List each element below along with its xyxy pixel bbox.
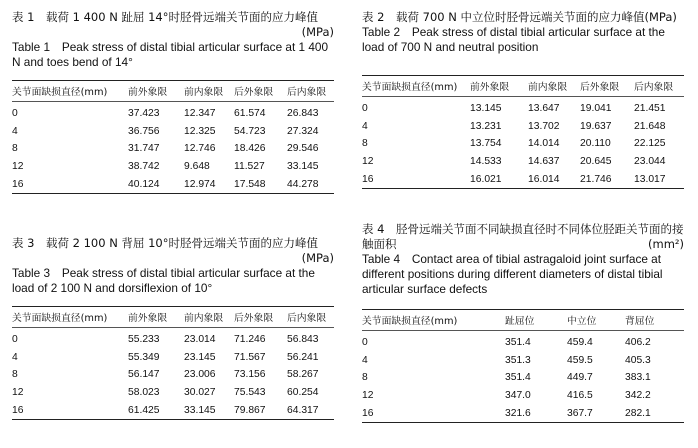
table-2 [362,75,684,189]
column-header: 前内象限 [528,82,568,93]
table-cell: 33.145 [287,161,319,173]
table-row [12,366,334,384]
table-row [362,135,684,153]
table-cell: 23.145 [184,351,216,363]
table-cell: 12 [362,390,374,402]
table-cell: 23.006 [184,369,216,381]
table-cell: 12.325 [184,125,216,137]
table-2-block [362,10,684,189]
table-row [362,404,684,422]
table-4-title-cn: 表 4 胫骨远端关节面不同缺损直径时不同体位胫距关节面的接触面积 [362,222,684,251]
table-cell: 12.746 [184,143,216,155]
table-cell: 21.648 [634,120,666,132]
table-cell: 14.014 [528,138,560,150]
column-header: 前外象限 [128,87,168,98]
table-cell: 405.3 [625,354,651,366]
table-cell: 12 [12,387,24,399]
table-row [362,331,684,352]
table-cell: 12 [12,161,24,173]
table-4 [362,309,684,423]
table-cell: 79.867 [234,404,266,416]
table-3 [12,306,334,420]
table-cell: 4 [362,354,368,366]
table-cell: 8 [12,369,18,381]
table-row [362,97,684,118]
column-header: 趾屈位 [505,316,535,327]
table-cell: 12 [362,156,374,168]
table-cell: 282.1 [625,407,651,419]
table-cell: 36.756 [128,125,160,137]
table-cell: 21.451 [634,103,666,115]
table-cell: 56.147 [128,369,160,381]
column-header: 中立位 [567,316,597,327]
table-row [362,352,684,370]
table-cell: 14.637 [528,156,560,168]
table-cell: 321.6 [505,407,531,419]
table-cell: 8 [362,372,368,384]
column-header: 关节面缺损直径(mm) [12,313,108,324]
table-1 [12,80,334,194]
table-cell: 17.548 [234,178,266,190]
table-cell: 13.017 [634,173,666,185]
column-header: 关节面缺损直径(mm) [362,82,458,93]
table-cell: 0 [12,108,18,120]
table-cell: 16 [362,407,374,419]
table-1-title-cn: 表 1 载荷 1 400 N 趾屈 14°时胫骨远端关节面的应力峰值 [12,10,318,24]
column-header: 关节面缺损直径(mm) [12,87,108,98]
table-cell: 14.533 [470,156,502,168]
table-cell: 27.324 [287,125,319,137]
table-cell: 54.723 [234,125,266,137]
table-row [12,349,334,367]
table-cell: 416.5 [567,390,593,402]
table-cell: 75.543 [234,387,266,399]
column-header: 前外象限 [128,313,168,324]
column-header: 背屈位 [625,316,655,327]
table-cell: 23.014 [184,334,216,346]
table-cell: 30.027 [184,387,216,399]
table-row [12,175,334,193]
table-cell: 61.425 [128,404,160,416]
column-header: 后外象限 [580,82,620,93]
table-cell: 37.423 [128,108,160,120]
table-1-unit: (MPa) [301,25,334,39]
table-cell: 449.7 [567,372,593,384]
table-cell: 73.156 [234,369,266,381]
table-row [362,387,684,405]
table-cell: 18.426 [234,143,266,155]
table-cell: 9.648 [184,161,210,173]
table-cell: 8 [362,138,368,150]
table-cell: 56.241 [287,351,319,363]
table-cell: 12.974 [184,178,216,190]
table-cell: 0 [362,337,368,349]
table-row [362,170,684,188]
table-cell: 13.702 [528,120,560,132]
table-row [12,123,334,141]
table-cell: 367.7 [567,407,593,419]
table-cell: 23.044 [634,156,666,168]
table-cell: 4 [12,125,18,137]
table-cell: 60.254 [287,387,319,399]
table-row [12,328,334,349]
table-cell: 4 [362,120,368,132]
table-2-title-cn: 表 2 载荷 700 N 中立位时胫骨远端关节面的应力峰值(MPa) [362,10,677,24]
table-cell: 40.124 [128,178,160,190]
table-cell: 16 [12,404,24,416]
table-cell: 16.021 [470,173,502,185]
table-cell: 58.267 [287,369,319,381]
table-cell: 29.546 [287,143,319,155]
table-cell: 13.231 [470,120,502,132]
table-cell: 406.2 [625,337,651,349]
table-cell: 55.349 [128,351,160,363]
table-cell: 26.843 [287,108,319,120]
table-row [12,384,334,402]
table-cell: 11.527 [234,161,265,173]
table-row [12,102,334,123]
column-header: 后外象限 [234,87,274,98]
table-cell: 16 [362,173,374,185]
table-row [362,153,684,171]
table-row [12,401,334,419]
table-cell: 56.843 [287,334,319,346]
table-cell: 8 [12,143,18,155]
table-cell: 61.574 [234,108,266,120]
table-cell: 21.746 [580,173,612,185]
table-cell: 20.645 [580,156,612,168]
table-row [362,118,684,136]
table-cell: 20.110 [580,138,611,150]
table-cell: 0 [362,103,368,115]
table-3-block [12,236,334,420]
table-cell: 347.0 [505,390,531,402]
table-cell: 459.4 [567,337,593,349]
table-header-row [362,310,684,331]
table-3-title-en: Table 3 Peak stress of distal tibial articular surface at the load of 2 100 N and dorsiflexion of 10° [12,266,315,295]
table-cell: 19.637 [580,120,612,132]
table-cell: 16 [12,178,24,190]
table-4-title-en: Table 4 Contact area of tibial astragaloid joint surface at different positions during different diameters of distal tibial articular surface defects [362,252,663,296]
column-header: 前内象限 [184,87,224,98]
column-header: 前外象限 [470,82,510,93]
table-row [12,140,334,158]
table-cell: 16.014 [528,173,560,185]
table-cell: 4 [12,351,18,363]
table-cell: 13.145 [470,103,502,115]
table-cell: 351.4 [505,372,531,384]
table-cell: 55.233 [128,334,160,346]
table-cell: 22.125 [634,138,666,150]
table-cell: 351.4 [505,337,531,349]
table-3-unit: (MPa) [301,251,334,265]
table-cell: 13.754 [470,138,502,150]
table-1-title-en: Table 1 Peak stress of distal tibial articular surface at 1 400 N and toes bend of 14° [12,40,329,69]
table-1-block [12,10,334,194]
table-cell: 33.145 [184,404,216,416]
table-row [362,369,684,387]
table-cell: 12.347 [184,108,216,120]
column-header: 后外象限 [234,313,274,324]
table-cell: 44.278 [287,178,319,190]
column-header: 前内象限 [184,313,224,324]
column-header: 后内象限 [287,87,327,98]
table-header-row [12,81,334,102]
column-header: 后内象限 [634,82,674,93]
table-cell: 58.023 [128,387,160,399]
table-4-block [362,222,684,423]
table-cell: 13.647 [528,103,560,115]
table-cell: 351.3 [505,354,531,366]
table-cell: 71.567 [234,351,266,363]
table-row [12,158,334,176]
table-3-title-cn: 表 3 载荷 2 100 N 背屈 10°时胫骨远端关节面的应力峰值 [12,236,318,250]
table-cell: 459.5 [567,354,593,366]
table-cell: 342.2 [625,390,651,402]
table-header-row [12,307,334,328]
column-header: 关节面缺损直径(mm) [362,316,458,327]
table-2-title-en: Table 2 Peak stress of distal tibial articular surface at the load of 700 N and neutral position [362,25,665,54]
table-cell: 19.041 [580,103,612,115]
table-cell: 71.246 [234,334,266,346]
table-header-row [362,76,684,97]
table-4-unit: (mm²) [648,237,684,251]
table-cell: 38.742 [128,161,160,173]
table-cell: 383.1 [625,372,651,384]
table-cell: 0 [12,334,18,346]
column-header: 后内象限 [287,313,327,324]
table-cell: 31.747 [128,143,160,155]
table-cell: 64.317 [287,404,319,416]
